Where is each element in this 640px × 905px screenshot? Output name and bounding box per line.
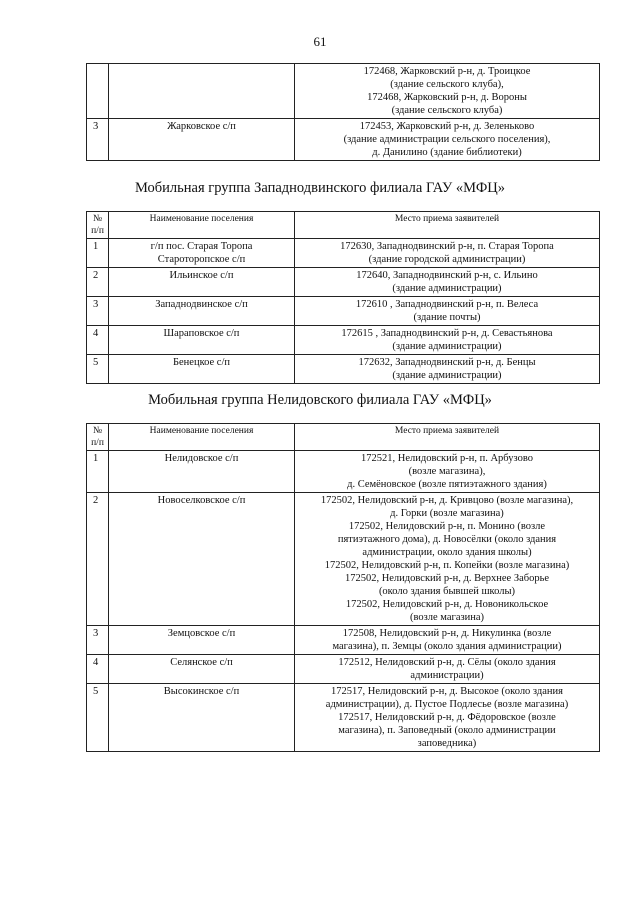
settlement-name bbox=[109, 239, 295, 268]
place-line: 172640, Западнодвинский р-н, с. Ильино bbox=[356, 270, 538, 281]
table-row bbox=[87, 451, 600, 493]
reception-place bbox=[295, 493, 600, 626]
place-line: д. Горки (возле магазина) bbox=[390, 508, 504, 519]
table-header-row bbox=[87, 424, 600, 451]
place-line: 172453, Жарковский р-н, д. Зеленьково bbox=[359, 121, 535, 132]
place-line: магазина), п. Земцы (около здания администрации) bbox=[332, 641, 562, 652]
row-number: 4 bbox=[87, 326, 109, 355]
table-row bbox=[87, 268, 600, 297]
settlement-name: Жарковское с/п bbox=[109, 119, 295, 161]
place-line: 172502, Нелидовский р-н, д. Новоникольское bbox=[345, 599, 549, 610]
table-row bbox=[87, 239, 600, 268]
reception-place bbox=[295, 684, 600, 752]
reception-place bbox=[295, 355, 600, 384]
place-line: 172502, Нелидовский р-н, д. Кривцово (возле магазина), bbox=[320, 495, 574, 506]
place-line: (здание администрации) bbox=[392, 341, 502, 352]
header-settlement: Наименование поселения bbox=[109, 424, 295, 451]
row-number: 3 bbox=[87, 297, 109, 326]
place-line: 172468, Жарковский р-н, д. Троицкое bbox=[363, 66, 531, 77]
row-number: 1 bbox=[87, 451, 109, 493]
place-line: 172610 , Западнодвинский р-н, п. Велеса bbox=[355, 299, 539, 310]
place-line: администрации), д. Пустое Подлесье (возле магазина) bbox=[325, 699, 569, 710]
settlement-name: Нелидовское с/п bbox=[109, 451, 295, 493]
reception-place bbox=[295, 64, 600, 119]
row-number: 5 bbox=[87, 684, 109, 752]
place-line: 172517, Нелидовский р-н, д. Фёдоровское (возле bbox=[338, 712, 556, 723]
row-number: 2 bbox=[87, 493, 109, 626]
settlement-name: Высокинское с/п bbox=[109, 684, 295, 752]
table-row bbox=[87, 326, 600, 355]
place-line: заповедника) bbox=[417, 738, 477, 749]
place-line: 172502, Нелидовский р-н, п. Копейки (возле магазина) bbox=[324, 560, 570, 571]
place-line: 172508, Нелидовский р-н, д. Никулинка (возле bbox=[342, 628, 552, 639]
table-row bbox=[87, 626, 600, 655]
place-line: (здание городской администрации) bbox=[368, 254, 526, 265]
table-row bbox=[87, 355, 600, 384]
place-line: 172502, Нелидовский р-н, п. Монино (возле bbox=[348, 521, 546, 532]
section-title-nelidovsky: Мобильная группа Нелидовского филиала ГАУ «МФЦ» bbox=[148, 392, 492, 408]
place-line: 172615 , Западнодвинский р-н, д. Севастьянова bbox=[341, 328, 553, 339]
row-number: 3 bbox=[87, 119, 109, 161]
place-line: 172517, Нелидовский р-н, д. Высокое (около здания bbox=[331, 686, 563, 697]
settlement-name bbox=[109, 64, 295, 119]
header-settlement: Наименование поселения bbox=[109, 212, 295, 239]
place-line: (здание администрации) bbox=[392, 370, 502, 381]
place-line: (возле магазина), bbox=[408, 466, 486, 477]
row-number: 2 bbox=[87, 268, 109, 297]
header-place: Место приема заявителей bbox=[295, 212, 600, 239]
reception-place bbox=[295, 268, 600, 297]
page-number: 61 bbox=[313, 34, 327, 49]
header-num: № п/п bbox=[87, 212, 109, 239]
table-row bbox=[87, 684, 600, 752]
place-line: пятиэтажного дома), д. Новосёлки (около здания bbox=[337, 534, 557, 545]
header-num: № п/п bbox=[87, 424, 109, 451]
reception-place bbox=[295, 326, 600, 355]
place-line: 172630, Западнодвинский р-н, п. Старая Торопа bbox=[340, 241, 554, 252]
place-line: 172521, Нелидовский р-н, п. Арбузово bbox=[361, 453, 533, 464]
place-line: администрации, около здания школы) bbox=[362, 547, 532, 558]
place-line: администрации) bbox=[410, 670, 484, 681]
settlement-name: Ильинское с/п bbox=[109, 268, 295, 297]
table-row bbox=[87, 655, 600, 684]
reception-place bbox=[295, 239, 600, 268]
settlement-name: Шараповское с/п bbox=[109, 326, 295, 355]
settlement-line: Староторопское с/п bbox=[157, 254, 246, 265]
reception-place bbox=[295, 626, 600, 655]
place-line: 172632, Западнодвинский р-н, д. Бенцы bbox=[358, 357, 536, 368]
place-line: (здание почты) bbox=[413, 312, 481, 323]
reception-place bbox=[295, 655, 600, 684]
place-line: (здание сельского клуба) bbox=[391, 105, 503, 116]
settlement-name: Бенецкое с/п bbox=[109, 355, 295, 384]
settlement-name: Западнодвинское с/п bbox=[109, 297, 295, 326]
place-line: д. Семёновское (возле пятиэтажного здания) bbox=[347, 479, 547, 490]
row-number: 4 bbox=[87, 655, 109, 684]
table-nelidovsky bbox=[86, 423, 600, 752]
settlement-line: г/п пос. Старая Торопа bbox=[150, 241, 253, 252]
table-row bbox=[87, 119, 600, 161]
place-line: 172512, Нелидовский р-н, д. Сёлы (около здания bbox=[338, 657, 556, 668]
section-title-zapadnodvinsky: Мобильная группа Западнодвинского филиала ГАУ «МФЦ» bbox=[135, 180, 505, 196]
row-number: 3 bbox=[87, 626, 109, 655]
settlement-name: Новоселковское с/п bbox=[109, 493, 295, 626]
table-row bbox=[87, 493, 600, 626]
row-number bbox=[87, 64, 109, 119]
header-place: Место приема заявителей bbox=[295, 424, 600, 451]
place-line: магазина), п. Заповедный (около администрации bbox=[338, 725, 556, 736]
settlement-name: Земцовское с/п bbox=[109, 626, 295, 655]
table-row bbox=[87, 64, 600, 119]
row-number: 5 bbox=[87, 355, 109, 384]
reception-place bbox=[295, 119, 600, 161]
place-line: 172468, Жарковский р-н, д. Вороны bbox=[367, 92, 527, 103]
place-line: д. Данилино (здание библиотеки) bbox=[372, 147, 522, 158]
place-line: (здание сельского клуба), bbox=[390, 79, 504, 90]
settlement-name: Селянское с/п bbox=[109, 655, 295, 684]
reception-place bbox=[295, 451, 600, 493]
place-line: (возле магазина) bbox=[409, 612, 485, 623]
table-zapadnodvinsky bbox=[86, 211, 600, 384]
place-line: (здание администрации) bbox=[392, 283, 502, 294]
table-header-row bbox=[87, 212, 600, 239]
continuation-table bbox=[86, 63, 600, 161]
place-line: (около здания бывшей школы) bbox=[378, 586, 516, 597]
place-line: 172502, Нелидовский р-н, д. Верхнее Заборье bbox=[344, 573, 550, 584]
row-number: 1 bbox=[87, 239, 109, 268]
table-row bbox=[87, 297, 600, 326]
reception-place bbox=[295, 297, 600, 326]
place-line: (здание администрации сельского поселения), bbox=[343, 134, 551, 145]
